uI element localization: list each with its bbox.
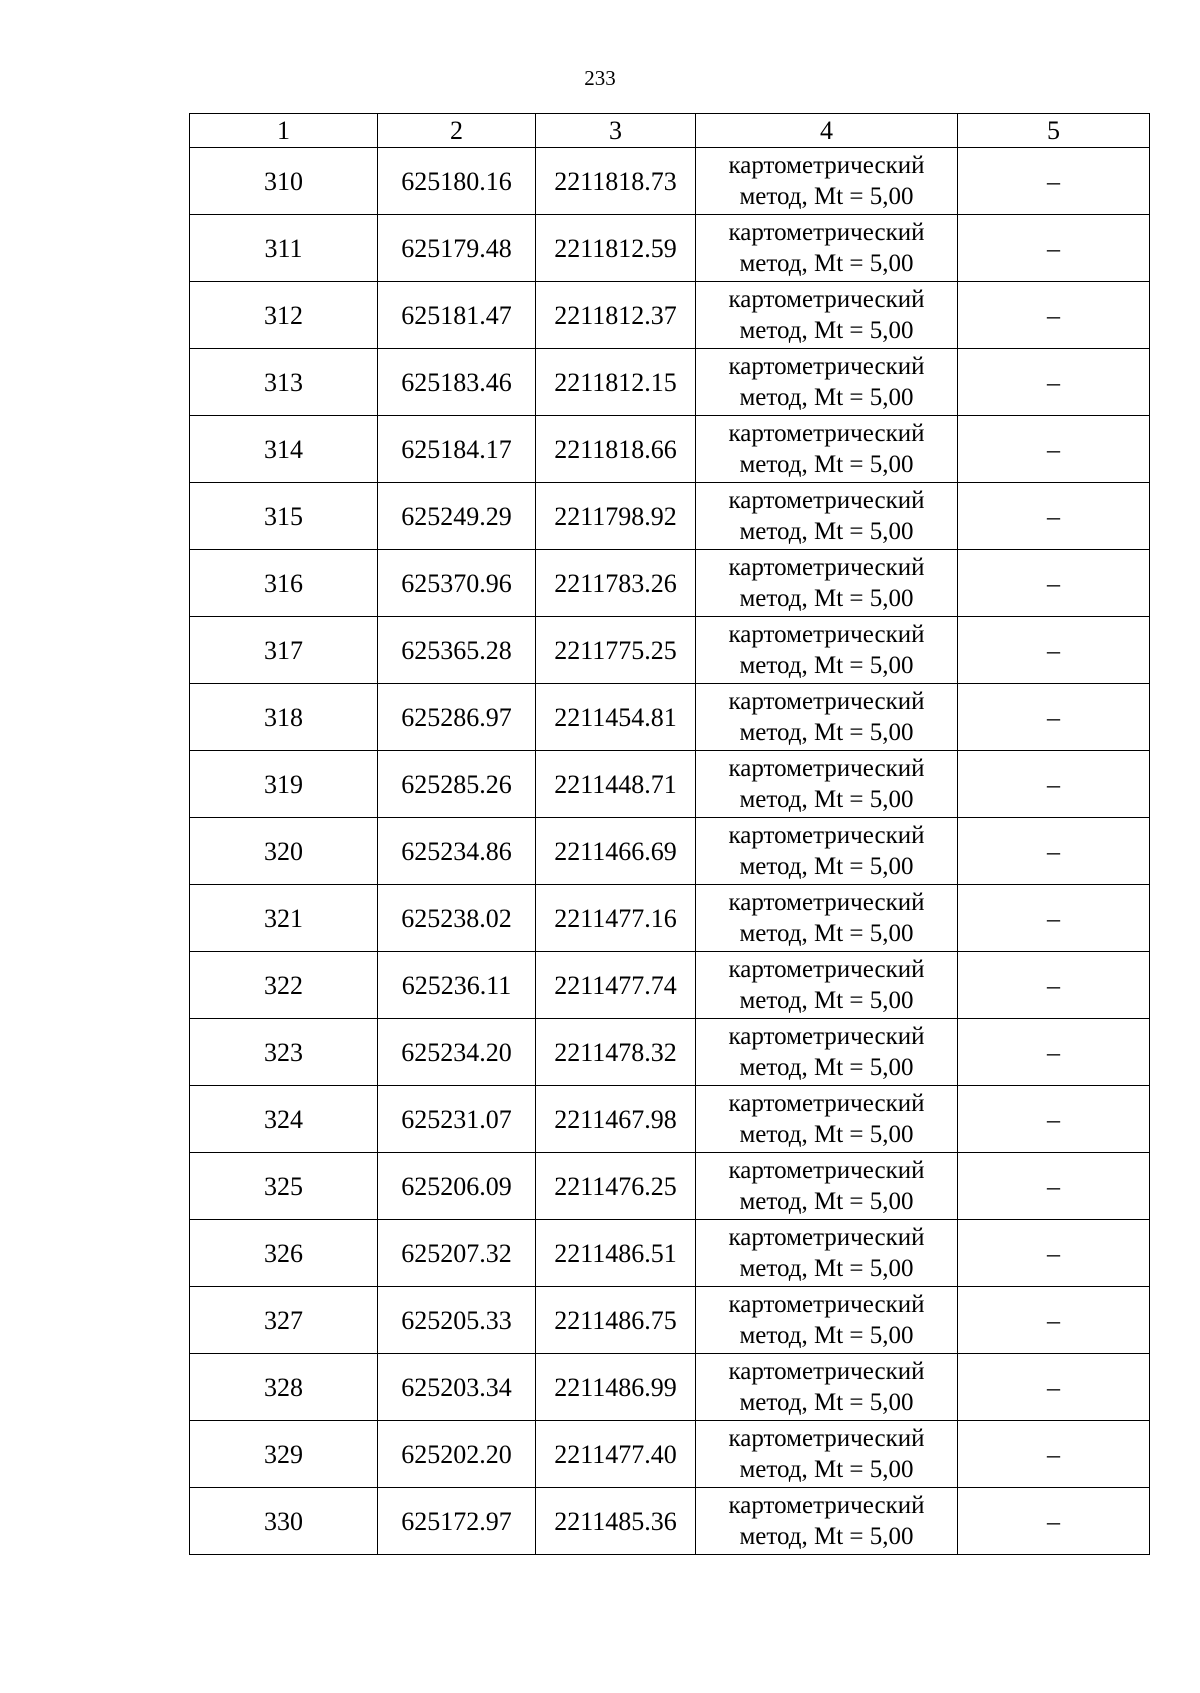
method-cell xyxy=(696,148,958,215)
y-coordinate-cell: 2211775.25 xyxy=(536,617,696,684)
x-coordinate-cell: 625236.11 xyxy=(378,952,536,1019)
note-cell: – xyxy=(958,349,1150,416)
header-cell: 5 xyxy=(958,114,1150,148)
y-coordinate-cell: 2211477.74 xyxy=(536,952,696,1019)
method-line-2: метод, Mt = 5,00 xyxy=(739,719,914,746)
method-line-2: метод, Mt = 5,00 xyxy=(739,920,914,947)
x-coordinate-cell: 625370.96 xyxy=(378,550,536,617)
table-row xyxy=(190,952,1150,1019)
method-cell xyxy=(696,818,958,885)
method-line-1: картометрический xyxy=(728,1157,925,1184)
table-row xyxy=(190,1153,1150,1220)
note-cell: – xyxy=(958,1086,1150,1153)
method-cell xyxy=(696,885,958,952)
method-cell xyxy=(696,1354,958,1421)
method-cell xyxy=(696,483,958,550)
x-coordinate-cell: 625234.20 xyxy=(378,1019,536,1086)
point-number-cell: 313 xyxy=(190,349,378,416)
y-coordinate-cell: 2211798.92 xyxy=(536,483,696,550)
x-coordinate-cell: 625285.26 xyxy=(378,751,536,818)
coordinates-table xyxy=(189,113,1150,1555)
point-number-cell: 330 xyxy=(190,1488,378,1555)
method-cell xyxy=(696,1421,958,1488)
note-cell: – xyxy=(958,1019,1150,1086)
x-coordinate-cell: 625180.16 xyxy=(378,148,536,215)
x-coordinate-cell: 625365.28 xyxy=(378,617,536,684)
y-coordinate-cell: 2211454.81 xyxy=(536,684,696,751)
method-line-1: картометрический xyxy=(728,755,925,782)
x-coordinate-cell: 625207.32 xyxy=(378,1220,536,1287)
method-line-1: картометрический xyxy=(728,889,925,916)
method-line-1: картометрический xyxy=(728,822,925,849)
header-cell: 4 xyxy=(696,114,958,148)
table-row xyxy=(190,282,1150,349)
method-line-1: картометрический xyxy=(728,1492,925,1519)
method-line-2: метод, Mt = 5,00 xyxy=(739,1188,914,1215)
table-header-row xyxy=(190,114,1150,148)
point-number-cell: 316 xyxy=(190,550,378,617)
method-cell xyxy=(696,1153,958,1220)
method-line-2: метод, Mt = 5,00 xyxy=(739,250,914,277)
method-line-1: картометрический xyxy=(728,1425,925,1452)
table-row xyxy=(190,349,1150,416)
point-number-cell: 318 xyxy=(190,684,378,751)
y-coordinate-cell: 2211485.36 xyxy=(536,1488,696,1555)
table-row xyxy=(190,1354,1150,1421)
method-line-1: картометрический xyxy=(728,621,925,648)
method-cell xyxy=(696,282,958,349)
method-line-1: картометрический xyxy=(728,688,925,715)
method-line-1: картометрический xyxy=(728,956,925,983)
y-coordinate-cell: 2211448.71 xyxy=(536,751,696,818)
note-cell: – xyxy=(958,550,1150,617)
method-cell xyxy=(696,215,958,282)
method-line-1: картометрический xyxy=(728,1090,925,1117)
point-number-cell: 319 xyxy=(190,751,378,818)
table-row xyxy=(190,684,1150,751)
table-row xyxy=(190,885,1150,952)
method-cell xyxy=(696,1220,958,1287)
x-coordinate-cell: 625203.34 xyxy=(378,1354,536,1421)
point-number-cell: 322 xyxy=(190,952,378,1019)
method-line-2: метод, Mt = 5,00 xyxy=(739,518,914,545)
point-number-cell: 312 xyxy=(190,282,378,349)
y-coordinate-cell: 2211476.25 xyxy=(536,1153,696,1220)
method-cell xyxy=(696,1287,958,1354)
note-cell: – xyxy=(958,1287,1150,1354)
note-cell: – xyxy=(958,416,1150,483)
x-coordinate-cell: 625202.20 xyxy=(378,1421,536,1488)
method-line-1: картометрический xyxy=(728,353,925,380)
x-coordinate-cell: 625206.09 xyxy=(378,1153,536,1220)
x-coordinate-cell: 625205.33 xyxy=(378,1287,536,1354)
y-coordinate-cell: 2211818.73 xyxy=(536,148,696,215)
note-cell: – xyxy=(958,282,1150,349)
x-coordinate-cell: 625183.46 xyxy=(378,349,536,416)
note-cell: – xyxy=(958,818,1150,885)
method-cell xyxy=(696,1488,958,1555)
x-coordinate-cell: 625231.07 xyxy=(378,1086,536,1153)
table-row xyxy=(190,416,1150,483)
y-coordinate-cell: 2211812.15 xyxy=(536,349,696,416)
x-coordinate-cell: 625179.48 xyxy=(378,215,536,282)
method-cell xyxy=(696,1086,958,1153)
method-line-2: метод, Mt = 5,00 xyxy=(739,317,914,344)
method-cell xyxy=(696,684,958,751)
method-cell xyxy=(696,1019,958,1086)
x-coordinate-cell: 625181.47 xyxy=(378,282,536,349)
table-row xyxy=(190,483,1150,550)
x-coordinate-cell: 625286.97 xyxy=(378,684,536,751)
point-number-cell: 317 xyxy=(190,617,378,684)
note-cell: – xyxy=(958,952,1150,1019)
method-line-2: метод, Mt = 5,00 xyxy=(739,1523,914,1550)
table-row xyxy=(190,617,1150,684)
method-line-1: картометрический xyxy=(728,1023,925,1050)
method-line-1: картометрический xyxy=(728,219,925,246)
x-coordinate-cell: 625184.17 xyxy=(378,416,536,483)
y-coordinate-cell: 2211486.51 xyxy=(536,1220,696,1287)
point-number-cell: 323 xyxy=(190,1019,378,1086)
note-cell: – xyxy=(958,215,1150,282)
method-line-2: метод, Mt = 5,00 xyxy=(739,451,914,478)
method-cell xyxy=(696,952,958,1019)
header-cell: 3 xyxy=(536,114,696,148)
table-row xyxy=(190,550,1150,617)
y-coordinate-cell: 2211818.66 xyxy=(536,416,696,483)
method-line-1: картометрический xyxy=(728,1358,925,1385)
note-cell: – xyxy=(958,1153,1150,1220)
table-row xyxy=(190,1488,1150,1555)
table-row xyxy=(190,1220,1150,1287)
point-number-cell: 325 xyxy=(190,1153,378,1220)
method-line-1: картометрический xyxy=(728,286,925,313)
page-number: 233 xyxy=(584,66,616,90)
method-line-2: метод, Mt = 5,00 xyxy=(739,853,914,880)
method-line-2: метод, Mt = 5,00 xyxy=(739,987,914,1014)
point-number-cell: 328 xyxy=(190,1354,378,1421)
note-cell: – xyxy=(958,617,1150,684)
method-line-2: метод, Mt = 5,00 xyxy=(739,786,914,813)
point-number-cell: 311 xyxy=(190,215,378,282)
method-line-2: метод, Mt = 5,00 xyxy=(739,384,914,411)
note-cell: – xyxy=(958,885,1150,952)
y-coordinate-cell: 2211466.69 xyxy=(536,818,696,885)
note-cell: – xyxy=(958,684,1150,751)
y-coordinate-cell: 2211812.37 xyxy=(536,282,696,349)
x-coordinate-cell: 625172.97 xyxy=(378,1488,536,1555)
note-cell: – xyxy=(958,1421,1150,1488)
coordinates-table-container xyxy=(189,113,1149,1555)
y-coordinate-cell: 2211783.26 xyxy=(536,550,696,617)
x-coordinate-cell: 625234.86 xyxy=(378,818,536,885)
y-coordinate-cell: 2211478.32 xyxy=(536,1019,696,1086)
point-number-cell: 310 xyxy=(190,148,378,215)
method-line-2: метод, Mt = 5,00 xyxy=(739,1255,914,1282)
method-line-1: картометрический xyxy=(728,1224,925,1251)
method-line-1: картометрический xyxy=(728,554,925,581)
method-cell xyxy=(696,349,958,416)
method-line-1: картометрический xyxy=(728,1291,925,1318)
note-cell: – xyxy=(958,1220,1150,1287)
table-row xyxy=(190,1019,1150,1086)
table-row xyxy=(190,215,1150,282)
note-cell: – xyxy=(958,483,1150,550)
point-number-cell: 329 xyxy=(190,1421,378,1488)
x-coordinate-cell: 625238.02 xyxy=(378,885,536,952)
method-line-1: картометрический xyxy=(728,152,925,179)
method-line-2: метод, Mt = 5,00 xyxy=(739,585,914,612)
table-row xyxy=(190,751,1150,818)
y-coordinate-cell: 2211486.75 xyxy=(536,1287,696,1354)
point-number-cell: 327 xyxy=(190,1287,378,1354)
point-number-cell: 324 xyxy=(190,1086,378,1153)
method-cell xyxy=(696,617,958,684)
note-cell: – xyxy=(958,148,1150,215)
method-cell xyxy=(696,416,958,483)
table-row xyxy=(190,1086,1150,1153)
table-row xyxy=(190,818,1150,885)
method-cell xyxy=(696,751,958,818)
method-line-2: метод, Mt = 5,00 xyxy=(739,183,914,210)
table-row xyxy=(190,1421,1150,1488)
table-row xyxy=(190,1287,1150,1354)
method-line-2: метод, Mt = 5,00 xyxy=(739,652,914,679)
header-cell: 1 xyxy=(190,114,378,148)
method-line-1: картометрический xyxy=(728,420,925,447)
point-number-cell: 315 xyxy=(190,483,378,550)
note-cell: – xyxy=(958,1488,1150,1555)
method-line-2: метод, Mt = 5,00 xyxy=(739,1121,914,1148)
point-number-cell: 326 xyxy=(190,1220,378,1287)
method-line-2: метод, Mt = 5,00 xyxy=(739,1389,914,1416)
y-coordinate-cell: 2211467.98 xyxy=(536,1086,696,1153)
y-coordinate-cell: 2211812.59 xyxy=(536,215,696,282)
table-row xyxy=(190,148,1150,215)
method-line-2: метод, Mt = 5,00 xyxy=(739,1054,914,1081)
note-cell: – xyxy=(958,1354,1150,1421)
header-cell: 2 xyxy=(378,114,536,148)
table-body xyxy=(190,148,1150,1555)
method-line-1: картометрический xyxy=(728,487,925,514)
note-cell: – xyxy=(958,751,1150,818)
method-line-2: метод, Mt = 5,00 xyxy=(739,1322,914,1349)
method-line-2: метод, Mt = 5,00 xyxy=(739,1456,914,1483)
x-coordinate-cell: 625249.29 xyxy=(378,483,536,550)
point-number-cell: 321 xyxy=(190,885,378,952)
point-number-cell: 314 xyxy=(190,416,378,483)
y-coordinate-cell: 2211486.99 xyxy=(536,1354,696,1421)
point-number-cell: 320 xyxy=(190,818,378,885)
y-coordinate-cell: 2211477.16 xyxy=(536,885,696,952)
method-cell xyxy=(696,550,958,617)
y-coordinate-cell: 2211477.40 xyxy=(536,1421,696,1488)
